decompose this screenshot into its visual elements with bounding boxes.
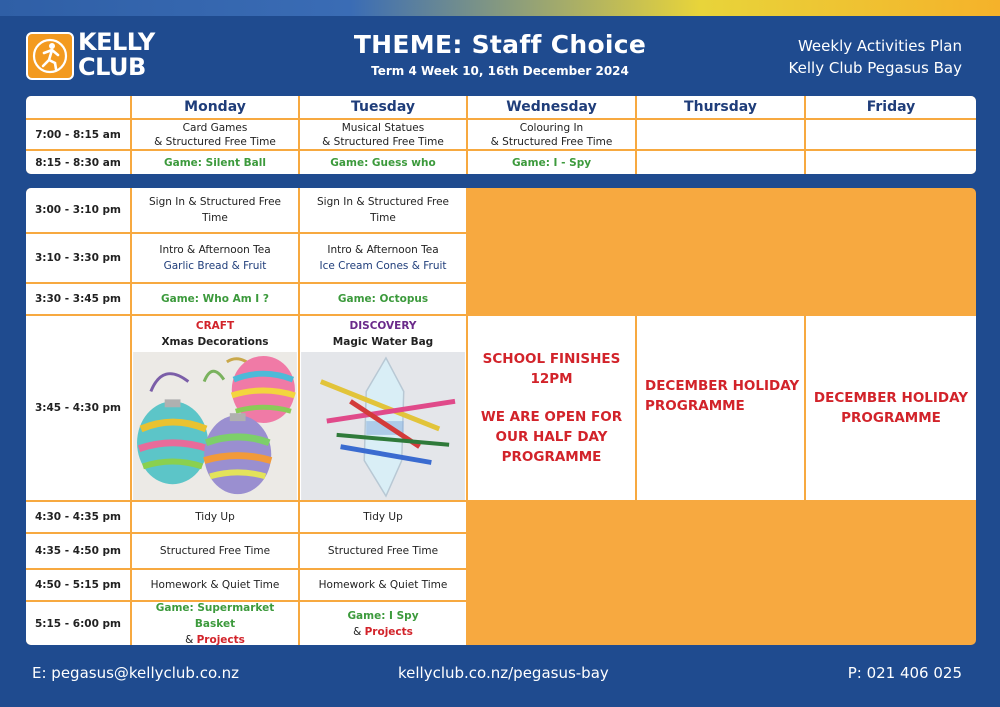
day-header-wednesday: Wednesday: [468, 96, 635, 118]
logo-figure-icon: [26, 32, 74, 80]
game-cell: Game: I - Spy: [468, 151, 635, 174]
game-cell: Game: Guess who: [300, 151, 466, 174]
activity-cell: Card Games & Structured Free Time: [132, 120, 298, 149]
top-gradient-bar: [0, 0, 1000, 16]
discovery-cell: DISCOVERY Magic Water Bag: [300, 316, 466, 500]
wednesday-notice: SCHOOL FINISHES 12PM WE ARE OPEN FOR OUR HALF DAY PROGRAMME: [468, 316, 635, 500]
activity-cell: Structured Free Time: [300, 534, 466, 568]
craft-cell: CRAFT Xmas Decorations: [132, 316, 298, 500]
empty-cell: [637, 120, 804, 149]
activity-cell: Sign In & Structured Free Time: [300, 188, 466, 232]
time-label: 4:35 - 4:50 pm: [26, 534, 130, 568]
game-cell: Game: Silent Ball: [132, 151, 298, 174]
activity-cell: Intro & Afternoon Tea Ice Cream Cones & Fruit: [300, 234, 466, 282]
friday-notice: DECEMBER HOLIDAY PROGRAMME: [806, 316, 976, 500]
activity-cell: Intro & Afternoon Tea Garlic Bread & Fruit: [132, 234, 298, 282]
logo-text: KELLY CLUB: [78, 28, 155, 81]
time-label: 3:00 - 3:10 pm: [26, 188, 130, 232]
activity-cell: Musical Statues & Structured Free Time: [300, 120, 466, 149]
time-label: 7:00 - 8:15 am: [26, 120, 130, 149]
activity-cell: Game: Supermarket Basket & Projects: [132, 602, 298, 645]
empty-cell: [637, 151, 804, 174]
game-cell: Game: Who Am I ?: [132, 284, 298, 314]
time-label: 8:15 - 8:30 am: [26, 151, 130, 174]
day-header-friday: Friday: [806, 96, 976, 118]
day-header-thursday: Thursday: [637, 96, 804, 118]
empty-cell: [806, 120, 976, 149]
time-label: 5:15 - 6:00 pm: [26, 602, 130, 645]
activity-cell: Homework & Quiet Time: [300, 570, 466, 600]
time-label: 3:45 - 4:30 pm: [26, 316, 130, 500]
activity-cell: Game: I Spy & Projects: [300, 602, 466, 645]
club-name: Kelly Club Pegasus Bay: [788, 59, 962, 77]
day-header-monday: Monday: [132, 96, 298, 118]
time-label: 3:30 - 3:45 pm: [26, 284, 130, 314]
activity-cell: Homework & Quiet Time: [132, 570, 298, 600]
activity-cell: Sign In & Structured Free Time: [132, 188, 298, 232]
footer-email[interactable]: E: pegasus@kellyclub.co.nz: [32, 664, 240, 682]
time-label: 3:10 - 3:30 pm: [26, 234, 130, 282]
activity-cell: Tidy Up: [300, 502, 466, 532]
activity-cell: Structured Free Time: [132, 534, 298, 568]
corner-cell: [26, 96, 130, 118]
footer-phone[interactable]: P: 021 406 025: [847, 664, 962, 682]
magic-water-bag-image: [300, 352, 466, 500]
time-label: 4:50 - 5:15 pm: [26, 570, 130, 600]
activity-cell: Colouring In & Structured Free Time: [468, 120, 635, 149]
page-title: THEME: Staff Choice: [353, 30, 647, 59]
xmas-decorations-image: [132, 352, 298, 500]
thursday-notice: DECEMBER HOLIDAY PROGRAMME: [637, 316, 804, 500]
plan-info: [789, 35, 962, 79]
page-subtitle: Term 4 Week 10, 16th December 2024: [371, 64, 629, 78]
footer-website[interactable]: kellyclub.co.nz/pegasus-bay: [398, 664, 609, 682]
time-label: 4:30 - 4:35 pm: [26, 502, 130, 532]
game-cell: Game: Octopus: [300, 284, 466, 314]
activity-cell: Tidy Up: [132, 502, 298, 532]
afternoon-schedule-table: [26, 188, 976, 645]
morning-schedule-table: [26, 96, 976, 174]
empty-cell: [806, 151, 976, 174]
plan-title: Weekly Activities Plan: [797, 37, 962, 55]
kelly-club-logo: [26, 30, 156, 82]
title-block: [300, 30, 700, 78]
day-header-tuesday: Tuesday: [300, 96, 466, 118]
